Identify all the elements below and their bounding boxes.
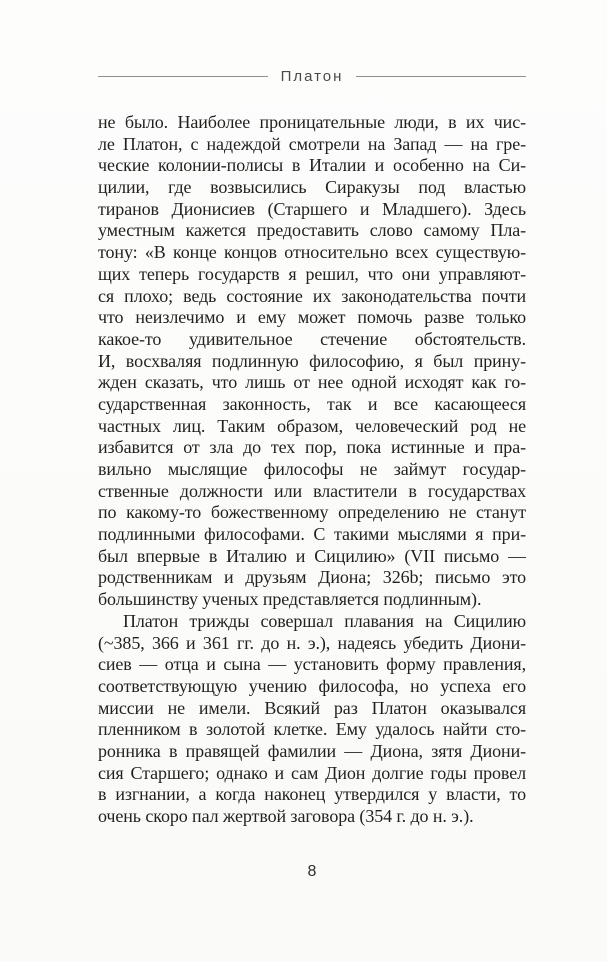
text-line-p2-3: сиев — отца и сына — установить форму правления, [98, 654, 526, 675]
text-line-p1-21: был впервые в Италию и Сицилию» (VII письмо — [98, 545, 526, 566]
running-head-rule-left [98, 76, 268, 77]
text-line-p1-4: цилии, где возвысились Сиракузы под властью [98, 177, 526, 198]
text-line-p1-6: уместным кажется предоставить слово самому Пла- [98, 220, 526, 241]
text-line-p1-11: какое-то удивительное стечение обстоятельств. [98, 328, 526, 349]
text-line-p1-14: сударственная законность, так и все касающееся [98, 393, 526, 414]
text-line-p1-5: тиранов Дионисиев (Старшего и Младшего). Здесь [98, 198, 526, 219]
text-line-p2-6: пленником в золотой клетке. Ему удалось найти сто- [98, 719, 526, 740]
text-line-p2-1: Платон трижды совершал плавания на Сицилию [123, 610, 526, 631]
text-line-p1-15: частных лиц. Таким образом, человеческий род не [98, 415, 526, 436]
text-line-p1-18: ственные должности или властители в государствах [98, 480, 526, 501]
running-head-title: Платон [280, 68, 344, 85]
body-text [98, 112, 526, 828]
text-line-p2-10: очень скоро пал жертвой заговора (354 г. до н. э.). [98, 806, 474, 826]
text-line-p1-10: что неизлечимо и ему может помочь разве только [98, 307, 526, 328]
text-line-p1-19: по какому-то божественному определению не станут [98, 502, 526, 523]
text-line-p2-2: (~385, 366 и 361 гг. до н. э.), надеясь убедить Диони- [98, 632, 526, 653]
running-head [98, 68, 526, 85]
text-line-p1-9: ся плохо; ведь состояние их законодательства почти [98, 285, 526, 306]
text-line-p2-8: сия Старшего; однако и сам Дион долгие годы провел [98, 762, 526, 783]
text-line-p2-5: миссии не имели. Всякий раз Платон оказывался [98, 697, 526, 718]
text-line-p1-20: подлинными философами. С такими мыслями я при- [98, 524, 526, 545]
text-line-p1-16: избавится от зла до тех пор, пока истинные и пра- [98, 437, 526, 458]
text-line-p1-23: большинству ученых представляется подлинным). [98, 589, 482, 610]
text-line-p1-3: ческие колонии-полисы в Италии и особенно на Си- [98, 155, 526, 176]
text-line-p1-2: ле Платон, с надеждой смотрели на Запад — на гре- [98, 133, 526, 154]
text-line-p1-13: жден сказать, что лишь от нее одной исходят как го- [98, 372, 526, 393]
running-head-rule-right [356, 76, 526, 77]
text-line-p1-17: вильно мыслящие философы не займут государ- [98, 459, 526, 479]
text-line-p2-9: в изгнании, а когда наконец утвердился у власти, то [98, 784, 526, 805]
text-line-p2-4: соответствующую учению философа, но успеха его [98, 675, 526, 696]
page-number: 8 [307, 863, 317, 880]
text-line-p2-7: ронника в правящей фамилии — Диона, зятя Диони- [98, 740, 526, 761]
text-line-p1-7: тону: «В конце концов относительно всех существую- [98, 242, 526, 263]
text-line-p1-1: не было. Наиболее проницательные люди, в их чис- [98, 112, 526, 132]
text-line-p1-8: щих теперь государств я решил, что они управляют- [98, 263, 526, 284]
text-line-p1-22: родственникам и друзьям Диона; 326b; письмо это [98, 567, 526, 588]
text-line-p1-12: И, восхваляя подлинную философию, я был прину- [98, 350, 526, 371]
